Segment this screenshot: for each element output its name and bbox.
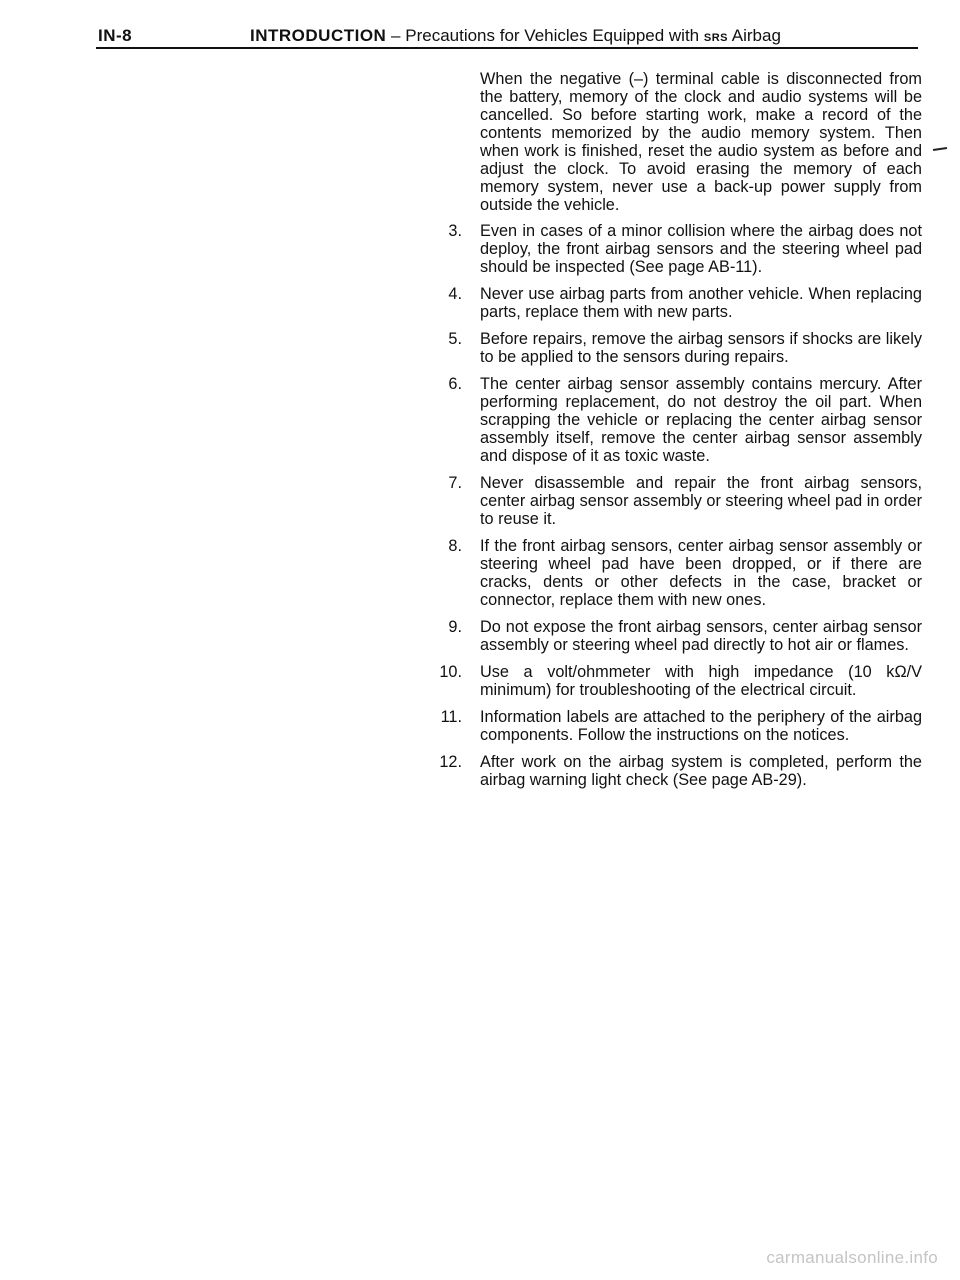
list-item: [422, 474, 922, 528]
section-title: INTRODUCTION: [250, 26, 387, 45]
list-item-text: Before repairs, remove the airbag sensors if shocks are likely to be applied to the sensors during repairs.: [480, 330, 922, 366]
list-item-number: 12.: [439, 753, 462, 771]
list-item-text: Use a volt/ohmmeter with high impedance (10 kΩ/V minimum) for troubleshooting of the electrical circuit.: [480, 663, 922, 699]
list-item-number: 5.: [448, 330, 462, 348]
list-item: [422, 222, 922, 276]
list-item: [422, 375, 922, 465]
page-id: IN-8: [98, 26, 133, 45]
list-item-number: 4.: [448, 285, 462, 303]
list-item-number: 6.: [448, 375, 462, 393]
list-item: [422, 330, 922, 366]
list-item-number: 3.: [448, 222, 462, 240]
list-item: [422, 285, 922, 321]
list-item-text: After work on the airbag system is completed, perform the airbag warning light check (See page AB-29).: [480, 753, 922, 789]
list-item-number: 8.: [448, 537, 462, 555]
list-item-text: Even in cases of a minor collision where the airbag does not deploy, the front airbag sensors and the steering wheel pad should be inspected (See page AB-11).: [480, 222, 922, 276]
list-item-number: 11.: [440, 708, 462, 726]
list-item-text: Information labels are attached to the periphery of the airbag components. Follow the instructions on the notices.: [480, 708, 922, 744]
list-item-text: Never use airbag parts from another vehicle. When replacing parts, replace them with new parts.: [480, 285, 922, 321]
page-content: [422, 70, 922, 798]
list-item: [422, 708, 922, 744]
list-item: [422, 618, 922, 654]
airbag-label: Airbag: [727, 26, 781, 45]
list-item-text: Do not expose the front airbag sensors, center airbag sensor assembly or steering wheel pad directly to hot air or flames.: [480, 618, 922, 654]
list-item: [422, 663, 922, 699]
margin-mark: [933, 147, 947, 151]
list-item: [422, 753, 922, 789]
list-item-number: 7.: [448, 474, 462, 492]
list-item-number: 10.: [439, 663, 462, 681]
footer-watermark: carmanualsonline.info: [766, 1248, 938, 1267]
list-item: [422, 537, 922, 609]
header-rule: [96, 47, 918, 49]
srs-label: SRS: [703, 32, 728, 44]
header-subtitle: Precautions for Vehicles Equipped with: [405, 26, 704, 45]
header-separator: –: [386, 26, 406, 45]
list-item-text: Never disassemble and repair the front airbag sensors, center airbag sensor assembly or steering wheel pad in order to reuse it.: [480, 474, 922, 528]
list-item-number: 9.: [448, 618, 462, 636]
page-header-title: [250, 26, 781, 46]
list-item-text: The center airbag sensor assembly contains mercury. After performing replacement, do not destroy the oil part. When scrapping the vehicle or replacing the center airbag sensor assembly itself, remove the center airbag sensor assembly and dispose of it as toxic waste.: [480, 375, 922, 465]
list-item-text: If the front airbag sensors, center airbag sensor assembly or steering wheel pad have been dropped, or if there are cracks, dents or other defects in the case, bracket or connector, replace them with new ones.: [480, 537, 922, 609]
intro-paragraph: When the negative (–) terminal cable is disconnected from the battery, memory of the clock and audio systems will be cancelled. So before starting work, make a record of the contents memorized by the audio memory system. Then when work is finished, reset the audio system as before and adjust the clock. To avoid erasing the memory of each memory system, never use a back-up power supply from outside the vehicle.: [480, 70, 922, 214]
